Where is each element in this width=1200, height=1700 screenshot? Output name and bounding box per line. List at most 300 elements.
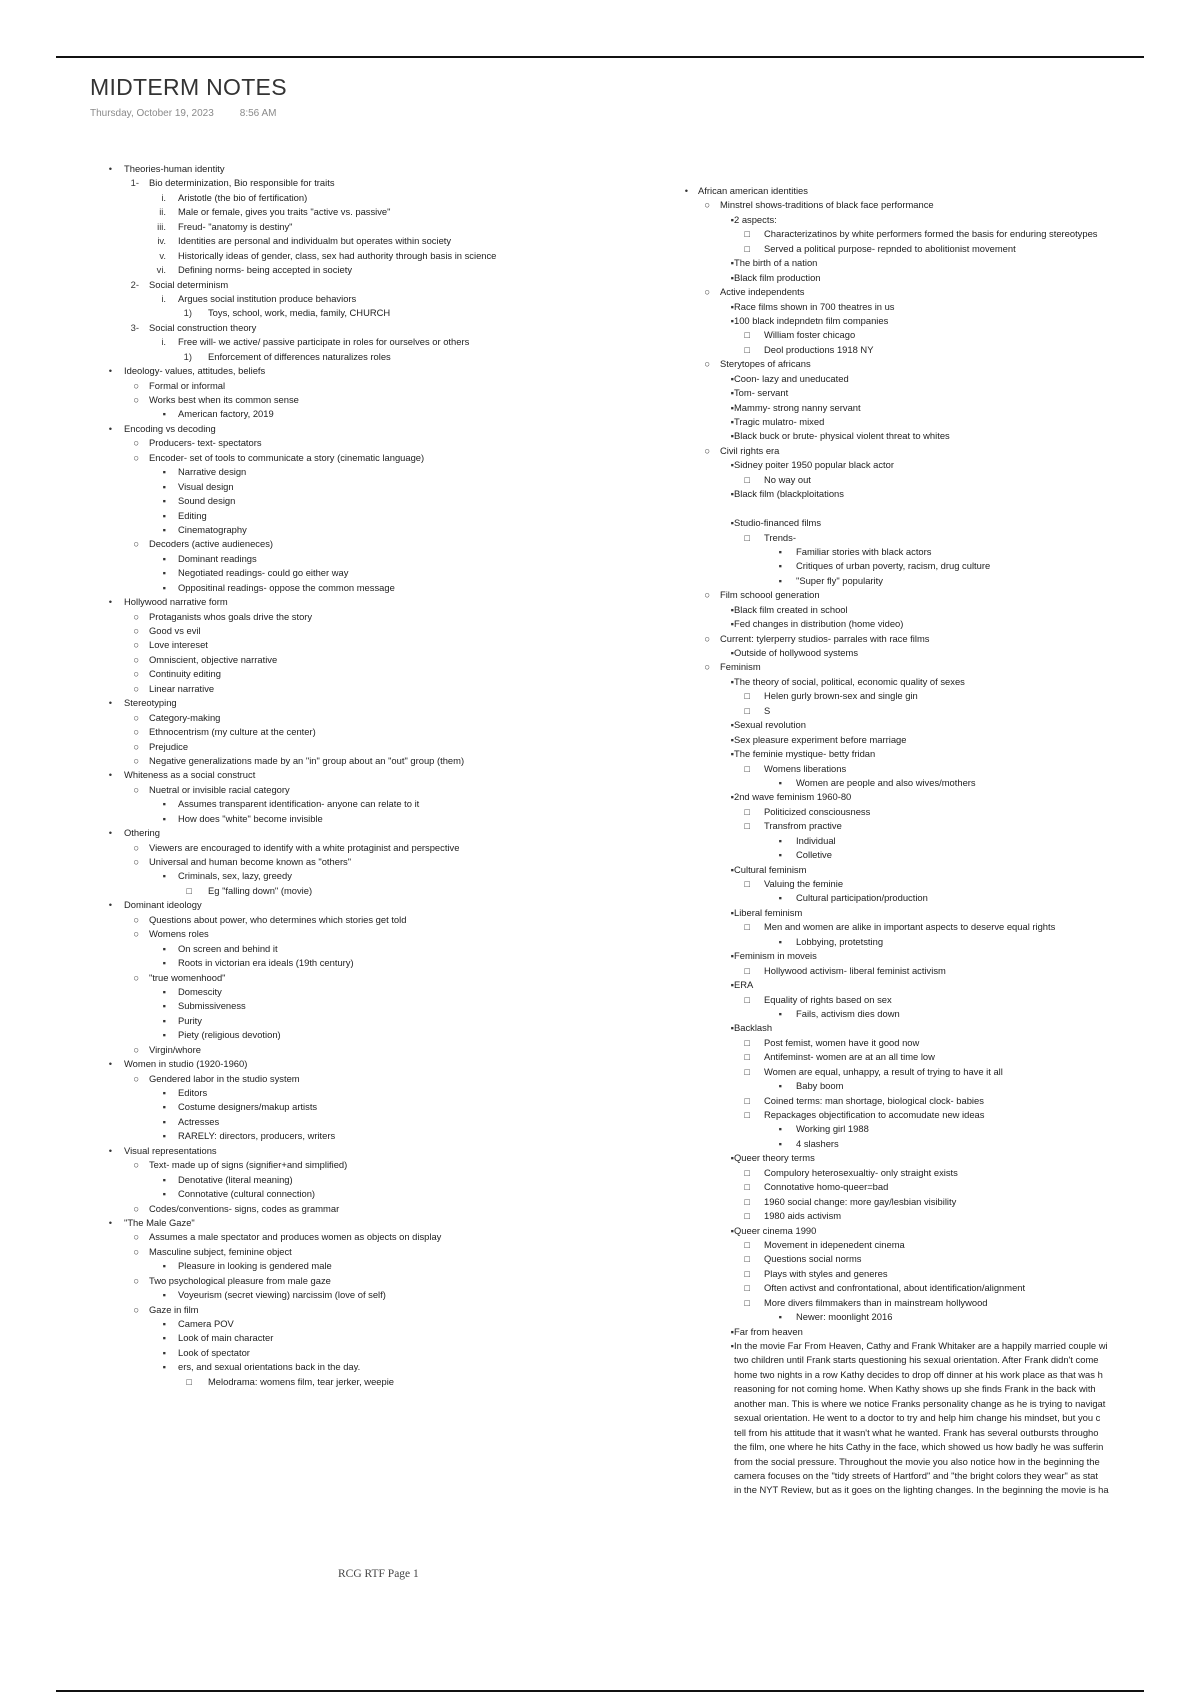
note-line xyxy=(100,653,660,667)
list-marker: 1- xyxy=(130,177,139,189)
list-marker: ○ xyxy=(133,971,139,983)
note-text: Virgin/whore xyxy=(149,1043,201,1055)
note-text: The birth of a nation xyxy=(734,257,818,269)
note-text: Newer: moonlight 2016 xyxy=(796,1311,893,1323)
note-text: Equality of rights based on sex xyxy=(764,993,892,1005)
note-line xyxy=(676,920,1200,934)
list-marker: ○ xyxy=(133,1072,139,1084)
list-marker: 3- xyxy=(130,321,139,333)
note-line xyxy=(100,725,660,739)
list-marker: □ xyxy=(744,1253,750,1265)
note-line xyxy=(676,198,1200,212)
note-text: Masculine subject, feminine object xyxy=(149,1245,292,1257)
list-marker: ▪ xyxy=(730,719,734,731)
list-marker: • xyxy=(108,365,112,377)
note-text: Dominant readings xyxy=(178,552,257,564)
note-line xyxy=(676,1021,1200,1035)
note-line xyxy=(676,704,1200,718)
note-line xyxy=(100,884,660,898)
note-line xyxy=(676,285,1200,299)
note-line xyxy=(676,271,1200,285)
note-text: Dominant ideology xyxy=(124,899,202,911)
note-line xyxy=(100,162,660,176)
list-marker: ○ xyxy=(133,740,139,752)
note-text: Race films shown in 700 theatres in us xyxy=(734,300,895,312)
note-text: Characterizatinos by white performers formed the basis for enduring stereotypes xyxy=(764,228,1098,240)
note-line xyxy=(100,292,660,306)
note-text: African american identities xyxy=(698,185,808,196)
note-text: Repackages objectification to accomudate new ideas xyxy=(764,1109,985,1120)
note-text: Mammy- strong nanny servant xyxy=(734,401,861,413)
note-text: Women are equal, unhappy, a result of trying to have it all xyxy=(764,1065,1003,1077)
list-marker: ▪ xyxy=(162,552,166,564)
note-text: Familiar stories with black actors xyxy=(796,545,932,557)
list-marker: ○ xyxy=(133,913,139,925)
note-text: Look of spectator xyxy=(178,1346,250,1358)
note-line xyxy=(676,848,1200,862)
list-marker: □ xyxy=(744,1181,750,1193)
list-marker: ▪ xyxy=(730,271,734,283)
note-text: Sound design xyxy=(178,495,236,507)
list-marker: □ xyxy=(744,1296,750,1308)
note-text: Viewers are encouraged to identify with a white protaginist and perspective xyxy=(149,841,460,853)
note-line xyxy=(676,401,1200,415)
list-marker: • xyxy=(108,769,112,781)
note-text: Visual design xyxy=(178,480,234,492)
note-text: Submissiveness xyxy=(178,1000,246,1012)
note-text: Othering xyxy=(124,827,160,839)
note-line xyxy=(676,1296,1200,1310)
list-marker: ○ xyxy=(133,1043,139,1055)
note-line xyxy=(100,1303,660,1317)
note-line xyxy=(676,588,1200,602)
note-text: Social construction theory xyxy=(149,321,257,333)
note-text: Eg "falling down" (movie) xyxy=(208,884,313,896)
list-marker: □ xyxy=(744,805,750,817)
note-text: Assumes a male spectator and produces women as objects on display xyxy=(149,1231,442,1243)
note-text: reasoning for not coming home. When Kathy shows up she finds Frank in the back with xyxy=(734,1383,1096,1395)
note-text: More divers filmmakers than in mainstream hollywood xyxy=(764,1296,988,1308)
note-text: Compulory heterosexualtiy- only straight exists xyxy=(764,1166,958,1178)
list-marker: ▪ xyxy=(730,791,734,803)
note-text: Sidney poiter 1950 popular black actor xyxy=(734,459,894,471)
list-marker: ▪ xyxy=(162,957,166,969)
list-marker: i. xyxy=(161,336,166,348)
note-line xyxy=(676,762,1200,776)
list-marker: ○ xyxy=(704,444,710,456)
note-text: Identities are personal and individualm but operates within society xyxy=(178,235,452,247)
note-line xyxy=(100,566,660,580)
note-text: Male or female, gives you traits "active vs. passive" xyxy=(178,206,391,218)
note-line xyxy=(676,1411,1200,1425)
list-marker: ○ xyxy=(133,711,139,723)
note-text: Sex pleasure experiment before marriage xyxy=(734,733,907,745)
note-text: Prejudice xyxy=(149,740,189,752)
list-marker: ▪ xyxy=(730,314,734,326)
list-marker: ii. xyxy=(159,206,166,218)
list-marker: ▪ xyxy=(162,1130,166,1142)
note-line xyxy=(676,1050,1200,1064)
list-marker: ▪ xyxy=(730,733,734,745)
note-line xyxy=(100,321,660,335)
note-line xyxy=(676,372,1200,386)
note-line xyxy=(100,523,660,537)
note-text: Enforcement of differences naturalizes roles xyxy=(208,350,391,362)
note-line xyxy=(676,877,1200,891)
note-line xyxy=(100,1014,660,1028)
note-text: Tom- servant xyxy=(734,387,789,399)
list-marker: ▪ xyxy=(162,1332,166,1344)
note-text: from the social pressure. Throughout the movie you also notice how in the beginning the xyxy=(734,1455,1100,1467)
note-line xyxy=(100,855,660,869)
note-text: Stereotyping xyxy=(124,697,177,709)
list-marker: ○ xyxy=(133,538,139,550)
list-marker: ○ xyxy=(133,1303,139,1315)
list-marker: □ xyxy=(744,1282,750,1294)
note-line xyxy=(676,1353,1200,1367)
note-line xyxy=(100,1158,660,1172)
list-marker: ▪ xyxy=(730,979,734,991)
list-marker: ▪ xyxy=(730,1152,734,1164)
note-text: Assumes transparent identification- anyone can relate to it xyxy=(178,798,420,810)
note-text: Editing xyxy=(178,509,207,521)
list-marker: ▪ xyxy=(162,1014,166,1026)
note-text: Denotative (literal meaning) xyxy=(178,1173,293,1185)
note-line xyxy=(100,740,660,754)
note-line xyxy=(676,184,1200,198)
list-marker: • xyxy=(684,185,688,196)
list-marker: □ xyxy=(744,1065,750,1077)
note-line xyxy=(100,393,660,407)
note-text: another man. This is where we notice Franks personality change as he is trying to navigat xyxy=(734,1397,1106,1409)
note-line xyxy=(100,1259,660,1273)
note-line xyxy=(100,985,660,999)
note-text: sexual orientation. He went to a doctor to try and help him change his mindset, but you c xyxy=(734,1412,1101,1424)
list-marker: 2- xyxy=(130,278,139,290)
note-line xyxy=(100,1072,660,1086)
list-marker: • xyxy=(108,1144,112,1156)
note-line xyxy=(100,1216,660,1230)
list-marker: ▪ xyxy=(778,849,782,861)
note-line xyxy=(676,718,1200,732)
list-marker: ○ xyxy=(133,639,139,651)
list-marker: ▪ xyxy=(778,1007,782,1019)
list-marker: ▪ xyxy=(730,675,734,687)
note-line xyxy=(100,638,660,652)
list-marker: ▪ xyxy=(778,1123,782,1135)
list-marker: ○ xyxy=(704,632,710,644)
list-marker: ▪ xyxy=(162,1346,166,1358)
note-line xyxy=(676,429,1200,443)
note-line xyxy=(676,1195,1200,1209)
list-marker: ▪ xyxy=(730,430,734,442)
note-text: The feminie mystique- betty fridan xyxy=(734,748,876,760)
note-line xyxy=(100,509,660,523)
note-line xyxy=(100,869,660,883)
note-line xyxy=(676,906,1200,920)
list-marker: ▪ xyxy=(730,647,734,658)
list-marker: □ xyxy=(744,1036,750,1048)
note-line xyxy=(676,1122,1200,1136)
note-text: William foster chicago xyxy=(764,329,856,341)
list-marker: ▪ xyxy=(730,488,734,500)
note-text: Helen gurly brown-sex and single gin xyxy=(764,690,918,702)
list-marker: ▪ xyxy=(162,466,166,478)
note-line xyxy=(100,595,660,609)
note-text: Good vs evil xyxy=(149,625,201,636)
note-line xyxy=(100,942,660,956)
list-marker: □ xyxy=(744,704,750,716)
list-marker: □ xyxy=(744,878,750,889)
list-marker: i. xyxy=(161,191,166,203)
list-marker: i. xyxy=(161,292,166,304)
note-line xyxy=(676,487,1200,501)
list-marker: ▪ xyxy=(162,1188,166,1200)
note-text: Narrative design xyxy=(178,466,247,478)
note-text: Questions social norms xyxy=(764,1253,862,1265)
note-line xyxy=(100,624,660,638)
note-line xyxy=(676,386,1200,400)
note-line xyxy=(676,1238,1200,1252)
note-line xyxy=(676,559,1200,573)
note-text: Feminism in moveis xyxy=(734,950,817,962)
list-marker: ▪ xyxy=(730,1325,734,1337)
list-marker: □ xyxy=(744,473,750,485)
note-line xyxy=(676,502,1200,516)
note-text: Hollywood narrative form xyxy=(124,596,228,608)
note-line xyxy=(676,1166,1200,1180)
note-text: in the NYT Review, but as it goes on the lighting changes. In the beginning the movie is ha xyxy=(734,1484,1109,1496)
list-marker: 1) xyxy=(183,307,192,319)
note-line xyxy=(676,891,1200,905)
note-text: Two psychological pleasure from male gaze xyxy=(149,1274,331,1286)
note-text: Gendered labor in the studio system xyxy=(149,1072,300,1084)
list-marker: ▪ xyxy=(162,1361,166,1373)
list-marker: ○ xyxy=(133,682,139,694)
list-marker: ▪ xyxy=(730,300,734,312)
note-line xyxy=(100,999,660,1013)
note-line xyxy=(676,1180,1200,1194)
note-text: 4 slashers xyxy=(796,1137,839,1149)
note-text: Editors xyxy=(178,1087,208,1098)
list-marker: ○ xyxy=(133,726,139,738)
note-text: "true womenhood" xyxy=(149,971,226,983)
note-line xyxy=(100,278,660,292)
list-marker: ▪ xyxy=(162,1029,166,1041)
list-marker: □ xyxy=(744,1094,750,1106)
note-line xyxy=(100,1187,660,1201)
list-marker: ○ xyxy=(704,589,710,601)
list-marker: ▪ xyxy=(162,1173,166,1185)
list-marker: ▪ xyxy=(162,1260,166,1272)
note-line xyxy=(676,1079,1200,1093)
note-text: American factory, 2019 xyxy=(178,408,274,420)
note-line xyxy=(100,1100,660,1114)
list-marker: ▪ xyxy=(778,1311,782,1323)
note-line xyxy=(676,949,1200,963)
note-line xyxy=(100,797,660,811)
list-marker: □ xyxy=(744,228,750,240)
note-line xyxy=(676,790,1200,804)
note-text: Film schoool generation xyxy=(720,589,820,601)
list-marker: ○ xyxy=(133,394,139,405)
note-text: Questions about power, who determines which stories get told xyxy=(149,913,407,925)
note-line xyxy=(100,422,660,436)
list-marker: ▪ xyxy=(730,1340,734,1351)
note-text: Active independents xyxy=(720,286,805,298)
note-text: Protaganists whos goals drive the story xyxy=(149,610,313,622)
note-text: Free will- we active/ passive participate in roles for ourselves or others xyxy=(178,336,470,348)
note-line xyxy=(100,898,660,912)
note-line xyxy=(100,754,660,768)
note-line xyxy=(100,971,660,985)
list-marker: ▪ xyxy=(778,834,782,846)
note-line xyxy=(676,632,1200,646)
note-line xyxy=(676,1368,1200,1382)
note-line xyxy=(676,1065,1200,1079)
note-line xyxy=(676,444,1200,458)
date-text: Thursday, October 19, 2023 xyxy=(90,108,214,119)
note-text: Piety (religious devotion) xyxy=(178,1029,281,1041)
list-marker: □ xyxy=(744,531,750,543)
list-marker: ▪ xyxy=(730,257,734,269)
list-marker: • xyxy=(108,1216,112,1228)
note-line xyxy=(100,1375,660,1389)
list-marker: ○ xyxy=(133,928,139,940)
note-line xyxy=(676,863,1200,877)
note-line xyxy=(100,1115,660,1129)
note-text: Black film created in school xyxy=(734,603,848,615)
list-marker: ▪ xyxy=(162,985,166,997)
note-text: 1960 social change: more gay/lesbian visibility xyxy=(764,1195,957,1207)
note-text: Studio-financed films xyxy=(734,517,822,529)
note-text: the film, one where he hits Cathy in the face, which showed us how badly he was sufferin xyxy=(734,1441,1104,1453)
note-line xyxy=(676,978,1200,992)
list-marker: □ xyxy=(744,1109,750,1120)
list-marker: ○ xyxy=(133,841,139,853)
note-line xyxy=(100,1346,660,1360)
note-line xyxy=(100,812,660,826)
list-marker: ▪ xyxy=(730,1022,734,1034)
note-line xyxy=(676,1151,1200,1165)
note-line xyxy=(100,956,660,970)
page-footer: RCG RTF Page 1 xyxy=(338,1568,419,1580)
note-line xyxy=(100,364,660,378)
note-line xyxy=(676,256,1200,270)
list-marker: ▪ xyxy=(778,1137,782,1149)
list-marker: ○ xyxy=(133,653,139,665)
list-marker: ▪ xyxy=(162,1087,166,1098)
time-text: 8:56 AM xyxy=(239,108,277,119)
note-text: Served a political purpose- repnded to abolitionist movement xyxy=(764,242,1016,254)
note-line xyxy=(676,993,1200,1007)
note-text: Cultural participation/production xyxy=(796,892,928,904)
note-text: Formal or informal xyxy=(149,379,226,391)
note-text: Bio determinization, Bio responsible for traits xyxy=(149,177,335,189)
note-line xyxy=(100,205,660,219)
list-marker: ▪ xyxy=(778,560,782,572)
note-text: Actresses xyxy=(178,1115,220,1127)
note-text: Universal and human become known as "others" xyxy=(149,856,352,867)
note-text: Codes/conventions- signs, codes as grammar xyxy=(149,1202,340,1214)
note-line xyxy=(676,531,1200,545)
note-line xyxy=(676,242,1200,256)
note-line xyxy=(100,913,660,927)
note-text: Trends- xyxy=(764,531,796,543)
note-line xyxy=(676,776,1200,790)
list-marker: ○ xyxy=(704,358,710,370)
notes-left-column xyxy=(100,162,660,1389)
note-line xyxy=(676,660,1200,674)
note-text: Queer cinema 1990 xyxy=(734,1224,817,1236)
page-meta xyxy=(90,108,276,119)
note-line xyxy=(676,1397,1200,1411)
list-marker: ○ xyxy=(704,199,710,211)
note-line xyxy=(100,263,660,277)
list-marker: ○ xyxy=(133,856,139,867)
note-line xyxy=(676,227,1200,241)
note-text: Defining norms- being accepted in society xyxy=(178,264,353,276)
note-text: Women in studio (1920-1960) xyxy=(124,1058,248,1070)
note-line xyxy=(100,1274,660,1288)
note-text: Ethnocentrism (my culture at the center) xyxy=(149,726,316,738)
list-marker: • xyxy=(108,596,112,608)
list-marker: □ xyxy=(744,762,750,774)
note-text: Purity xyxy=(178,1014,202,1026)
note-text: ERA xyxy=(734,979,754,991)
list-marker: ○ xyxy=(133,610,139,622)
list-marker: ○ xyxy=(133,754,139,766)
note-text: Individual xyxy=(796,834,836,846)
list-marker: ○ xyxy=(133,625,139,636)
note-text: Decoders (active audieneces) xyxy=(149,538,274,550)
list-marker: □ xyxy=(744,1195,750,1207)
list-marker: ▪ xyxy=(730,906,734,918)
list-marker: ○ xyxy=(133,668,139,680)
note-line xyxy=(100,176,660,190)
note-line xyxy=(676,1469,1200,1483)
note-text: Queer theory terms xyxy=(734,1152,815,1164)
note-text: Visual representations xyxy=(124,1144,217,1156)
note-line xyxy=(100,1317,660,1331)
note-text: "The Male Gaze" xyxy=(124,1216,195,1228)
list-marker: □ xyxy=(744,820,750,832)
note-line xyxy=(676,300,1200,314)
note-line xyxy=(100,1086,660,1100)
list-marker: ▪ xyxy=(730,950,734,962)
list-marker: ▪ xyxy=(730,618,734,630)
note-line xyxy=(100,1288,660,1302)
list-marker: ▪ xyxy=(162,523,166,535)
note-text: Encoder- set of tools to communicate a story (cinematic language) xyxy=(149,451,425,463)
note-line xyxy=(676,1455,1200,1469)
list-marker: ▪ xyxy=(730,401,734,413)
list-marker: ○ xyxy=(133,1274,139,1286)
note-line xyxy=(676,357,1200,371)
note-text: Feminism xyxy=(720,661,761,673)
note-line xyxy=(100,552,660,566)
note-line xyxy=(676,545,1200,559)
note-text: Cultural feminism xyxy=(734,863,807,875)
list-marker: ▪ xyxy=(162,798,166,810)
list-marker: • xyxy=(108,422,112,434)
note-text: Current: tylerperry studios- parrales with race films xyxy=(720,632,930,644)
note-text: Look of main character xyxy=(178,1332,274,1344)
note-line xyxy=(676,574,1200,588)
note-text: Omniscient, objective narrative xyxy=(149,653,278,665)
note-text: two children until Frank starts questioning his sexual orientation. After Frank didn't come xyxy=(734,1354,1099,1366)
note-line xyxy=(676,1007,1200,1021)
